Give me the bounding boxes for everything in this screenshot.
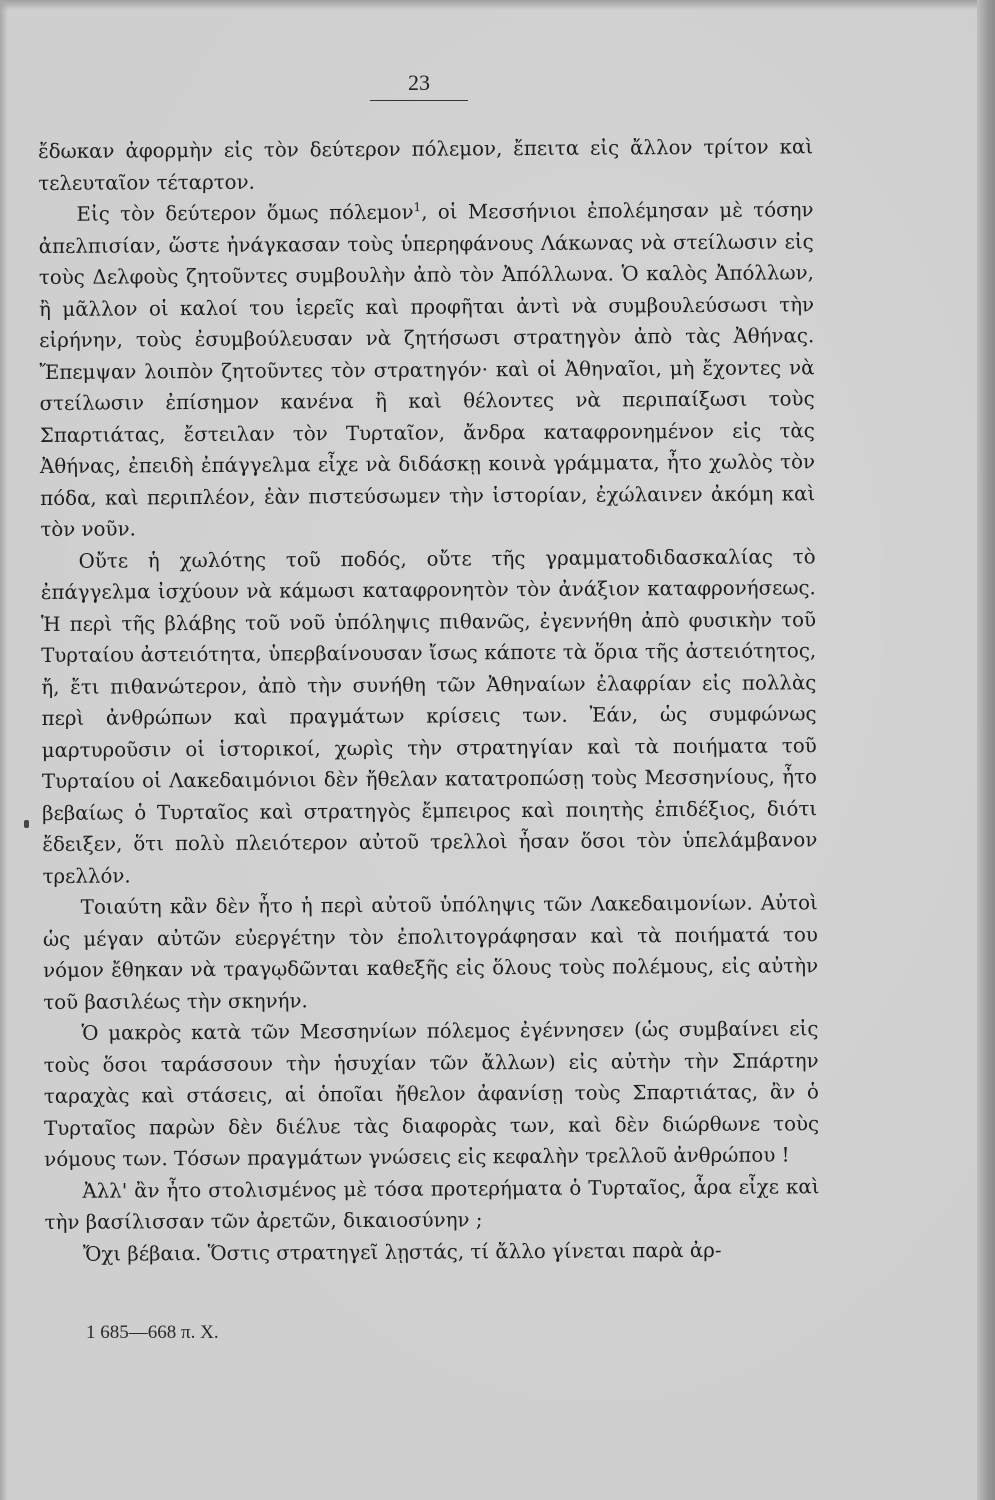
footnote: 1 685—668 π. Χ. (86, 1322, 219, 1343)
paragraph-7-text: Ὄχι βέβαια. Ὅστις στρατηγεῖ λῃστάς, τί ἄλλο γίνεται παρὰ ἀρ- (82, 1238, 722, 1266)
main-text (38, 131, 820, 1270)
paragraph-6 (44, 1171, 819, 1239)
page-number: 23 (370, 70, 468, 101)
paragraph-2-text-end: , οἱ Μεσσήνιοι ἐπολέμησαν μὲ τόσην ἀπελπισίαν, ὥστε ἠνάγκασαν τοὺς ὑπερηφάνους Λάκωνας νὰ στείλωσιν εἰς τοὺς Δελφοὺς ζητοῦντες συμβουλὴν ἀπὸ τὸν Ἀπόλλωνα. Ὁ καλὸς Ἀπόλλων, ἢ μᾶλλον οἱ καλοί του ἱερεῖς καὶ προφῆται ἀντὶ νὰ συμβουλεύσωσι τὴν εἰρήνην, τοὺς ἐσυμβούλευσαν νὰ ζητήσωσι στρατηγὸν ἀπὸ τὰς Ἀθήνας. Ἔπεμψαν λοιπὸν ζητοῦντες τὸν στρατηγόν· καὶ οἱ Ἀθηναῖοι, μὴ ἔχοντες νὰ στείλωσιν ἐπίσημον κανένα ἢ καὶ θέλοντες νὰ περιπαίξωσι τοὺς Σπαρτιάτας, ἔστειλαν τὸν Τυρταῖον, ἄνδρα καταφρονημένον εἰς τὰς Ἀθήνας, ἐπειδὴ ἐπάγγελμα εἶχε νὰ διδάσκῃ κοινὰ γράμματα, ἦτο χωλὸς τὸν πόδα, καὶ περιπλέον, ἐὰν πιστεύσωμεν τὴν ἱστορίαν, ἐχώλαινεν ἀκόμη καὶ τὸν νοῦν. (38, 198, 816, 541)
paragraph-3 (41, 541, 818, 892)
margin-mark (24, 820, 29, 828)
paragraph-4-text: Τοιαύτη κἂν δὲν ἦτο ἡ περὶ αὐτοῦ ὑπόληψις τῶν Λακεδαιμονίων. Αὐτοὶ ὡς μέγαν αὐτῶν εὐεργέτην τὸν ἐπολιτογράφησαν καὶ τὰ ποιήματά του νόμον ἔθηκαν νὰ τραγῳδῶνται καθεξῆς εἰς ὅλους τοὺς πολέμους, εἰς αὐτὴν τοῦ βασιλέως τὴν σκηνήν. (42, 891, 819, 1014)
page-left-shadow (0, 0, 8, 1500)
footnote-reference: 1 (413, 200, 422, 215)
paragraph-7 (45, 1234, 820, 1270)
paragraph-5-text: Ὁ μακρὸς κατὰ τῶν Μεσσηνίων πόλεμος ἐγέννησεν (ὡς συμβαίνει εἰς τοὺς ὅσοι ταράσσουν τὴν ἡσυχίαν τῶν ἄλλων) εἰς αὐτὴν τὴν Σπάρτην ταραχὰς καὶ στάσεις, αἱ ὁποῖαι ἤθελον ἀφανίσῃ τοὺς Σπαρτιάτας, ἂν ὁ Τυρταῖος παρὼν δὲν διέλυε τὰς διαφορὰς των, καὶ δὲν διώρθωνε τοὺς νόμους των. Τόσων πραγμάτων γνώσεις εἰς κεφαλὴν τρελλοῦ ἀνθρώπου ! (43, 1017, 820, 1171)
paragraph-1-text: ἔδωκαν ἀφορμὴν εἰς τὸν δεύτερον πόλεμον, ἔπειτα εἰς ἄλλον τρίτον καὶ τελευταῖον τέταρτον. (38, 135, 814, 195)
paragraph-2-text-start: Εἰς τὸν δεύτερον ὅμως πόλεμον (76, 200, 414, 226)
paragraph-5 (43, 1013, 819, 1175)
paragraph-6-text: Ἀλλ' ἂν ἦτο στολισμένος μὲ τόσα προτερήματα ὁ Τυρταῖος, ἆρα εἶχε καὶ τὴν βασίλισσαν τῶν ἀρετῶν, δικαιοσύνην ; (44, 1174, 820, 1234)
paragraph-1 (38, 131, 813, 199)
paragraph-4 (43, 887, 819, 1018)
paragraph-2 (38, 194, 815, 545)
paragraph-3-text: Οὔτε ἡ χωλότης τοῦ ποδός, οὔτε τῆς γραμματοδιδασκαλίας τὸ ἐπάγγελμα ἰσχύουν νὰ κάμωσι καταφρονητὸν τὸν ἀνάξιον καταφρονήσεως. Ἡ περὶ τῆς βλάβης τοῦ νοῦ ὑπόληψις πιθανῶς, ἐγεννήθη ἀπὸ φυσικὴν τοῦ Τυρταίου ἀστειότητα, ὑπερβαίνουσαν ἴσως κάποτε τὰ ὅρια τῆς ἀστειότητος, ἤ, ἔτι πιθανώτερον, ἀπὸ τὴν συνήθη τῶν Ἀθηναίων ἐλαφρίαν εἰς πολλὰς περὶ ἀνθρώπων καὶ πραγμάτων κρίσεις των. Ἐάν, ὡς συμφώνως μαρτυροῦσιν οἱ ἱστορικοί, χωρὶς τὴν στρατηγίαν καὶ τὰ ποιήματα τοῦ Τυρταίου οἱ Λακεδαιμόνιοι δὲν ἤθελαν κατατροπώσῃ τοὺς Μεσσηνίους, ἦτο βεβαίως ὁ Τυρταῖος καὶ στρατηγὸς ἔμπειρος καὶ ποιητὴς ἐπιδέξιος, διότι ἔδειξεν, ὅτι πολὺ πλειότερον αὐτοῦ τρελλοὶ ἦσαν ὅσοι τὸν ὑπελάμβανον τρελλόν. (40, 544, 818, 888)
page-right-edge (977, 0, 995, 1500)
page-top-shadow (0, 0, 995, 10)
